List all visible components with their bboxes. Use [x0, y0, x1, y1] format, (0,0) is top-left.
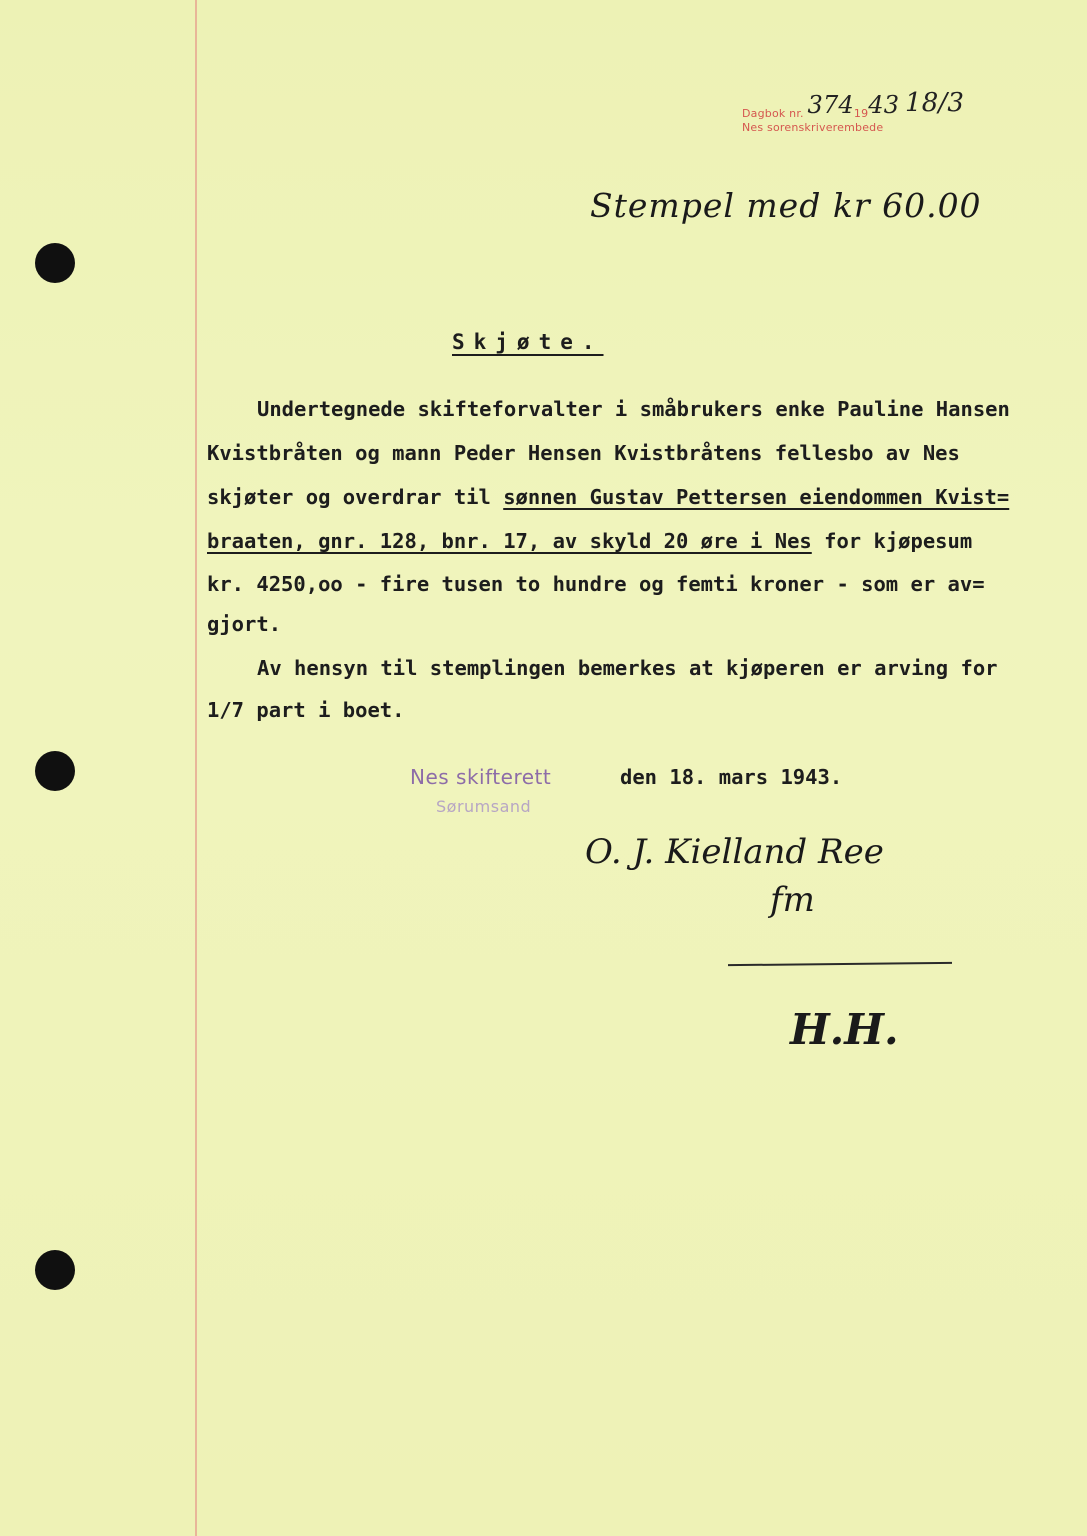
body-line-3: [207, 485, 1009, 509]
signature-name: O. J. Kielland Ree: [585, 832, 884, 872]
stamp-year: 43: [868, 91, 900, 119]
body-line-3a: skjøter og overdrar til: [207, 485, 504, 509]
body-line-4b: for kjøpesum: [811, 529, 973, 553]
document-title: Skjøte.: [452, 330, 604, 354]
body-line-4a: braaten, gnr. 128, bnr. 17, av skyld 20 øre i Nes: [207, 529, 812, 553]
body-line-7: Av hensyn til stemplingen bemerkes at kjøperen er arving for: [257, 656, 998, 680]
body-line-6: gjort.: [207, 612, 282, 636]
court-stamp-name: Nes skifterett: [410, 765, 552, 789]
punch-hole-top: [35, 243, 75, 283]
registry-stamp: [742, 88, 965, 135]
body-line-3b: sønnen Gustav Pettersen eiendommen Kvist=: [503, 485, 1010, 509]
punch-hole-middle: [35, 751, 75, 791]
signature-title: fm: [770, 880, 815, 920]
body-line-1: Undertegnede skifteforvalter i småbrukers enke Pauline Hansen: [257, 397, 1010, 421]
stamp-date: 18/3: [904, 88, 965, 118]
body-line-8: 1/7 part i boet.: [207, 698, 405, 722]
stamp-prefix: Dagbok nr.: [742, 107, 804, 120]
court-stamp-place: Sørumsand: [436, 797, 532, 816]
signature-initials: H.H.: [790, 1005, 899, 1054]
margin-rule: [195, 0, 197, 1536]
stamp-year-prefix: 19: [853, 107, 869, 120]
stamp-office: Nes sorenskriverembede: [742, 121, 884, 134]
date-line: den 18. mars 1943.: [620, 765, 843, 789]
body-line-4: [207, 529, 972, 553]
stamp-number: 374: [807, 91, 854, 119]
body-line-5: kr. 4250,oo - fire tusen to hundre og femti kroner - som er av=: [207, 572, 985, 596]
signature-rule: [728, 962, 952, 966]
body-line-2: Kvistbråten og mann Peder Hensen Kvistbråtens fellesbo av Nes: [207, 441, 960, 465]
handwritten-fee-note: Stempel med kr 60.00: [590, 186, 982, 225]
punch-hole-bottom: [35, 1250, 75, 1290]
